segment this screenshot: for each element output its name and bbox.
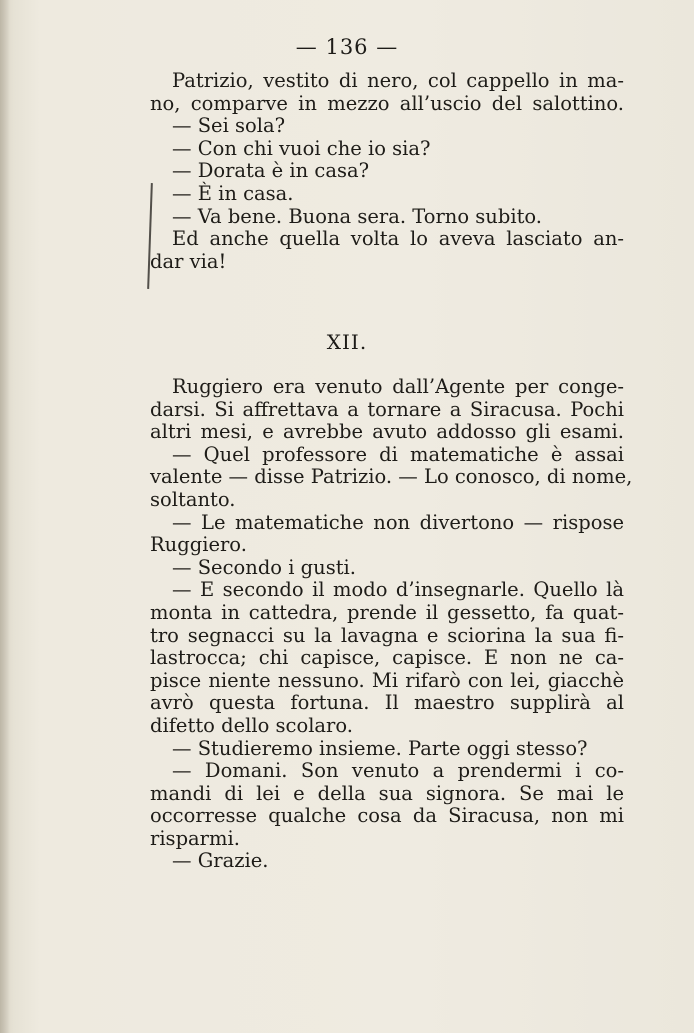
text-line: — Le matematiche non divertono — rispose (172, 510, 624, 534)
text-line: soltanto. (150, 487, 236, 511)
text-line: — Va bene. Buona sera. Torno subito. (172, 204, 543, 228)
text-line: dar via! (150, 249, 227, 273)
text-line: Patrizio, vestito di nero, col cappello in ma- (172, 69, 624, 92)
text-line: — Sei sola? (172, 114, 286, 138)
text-line: risparmi. (150, 826, 240, 850)
text-line: valente — disse Patrizio. — Lo conosco, di nome, (150, 465, 633, 489)
text-line: mandi di lei e della sua signora. Se mai le (150, 781, 624, 805)
text-line: lastrocca; chi capisce, capisce. E non ne ca- (150, 646, 624, 670)
text-line: — È in casa. (172, 181, 294, 205)
text-line: — Secondo i gusti. (172, 555, 356, 579)
text-block-top (150, 70, 624, 273)
text-line: Ruggiero era venuto dall’Agente per conge- (172, 375, 624, 398)
text-block-bottom (150, 375, 633, 873)
text-line: no, comparve in mezzo all’uscio del salottino. (150, 91, 624, 115)
page-number: — 136 — (295, 35, 399, 59)
chapter-heading: XII. (326, 330, 368, 354)
text-line: avrò questa fortuna. Il maestro supplirà al (150, 691, 624, 715)
text-line: monta in cattedra, prende il gessetto, fa quat- (150, 600, 624, 624)
text-line: pisce niente nessuno. Mi rifarò con lei, giacchè (150, 668, 624, 692)
text-line: — E secondo il modo d’insegnarle. Quello là (172, 578, 624, 602)
text-line: — Domani. Son venuto a prendermi i co- (172, 759, 624, 783)
spine-shadow (0, 0, 10, 1033)
text-line: Ruggiero. (150, 533, 247, 557)
text-line: difetto dello scolaro. (150, 713, 353, 737)
text-line: — Grazie. (172, 849, 269, 873)
text-line: — Con chi vuoi che io sia? (172, 136, 431, 160)
text-line: — Dorata è in casa? (172, 159, 370, 183)
text-line: occorresse qualche cosa da Siracusa, non mi (150, 804, 624, 828)
text-line: — Quel professore di matematiche è assai (172, 442, 624, 466)
text-line: altri mesi, e avrebbe avuto addosso gli esami. (150, 420, 624, 444)
text-line: tro segnacci su la lavagna e sciorina la sua fi- (150, 623, 624, 647)
text-line: Ed anche quella volta lo aveva lasciato an- (172, 227, 624, 251)
text-line: darsi. Si affrettava a tornare a Siracusa. Pochi (150, 397, 624, 421)
text-line: — Studieremo insieme. Parte oggi stesso? (172, 736, 588, 760)
